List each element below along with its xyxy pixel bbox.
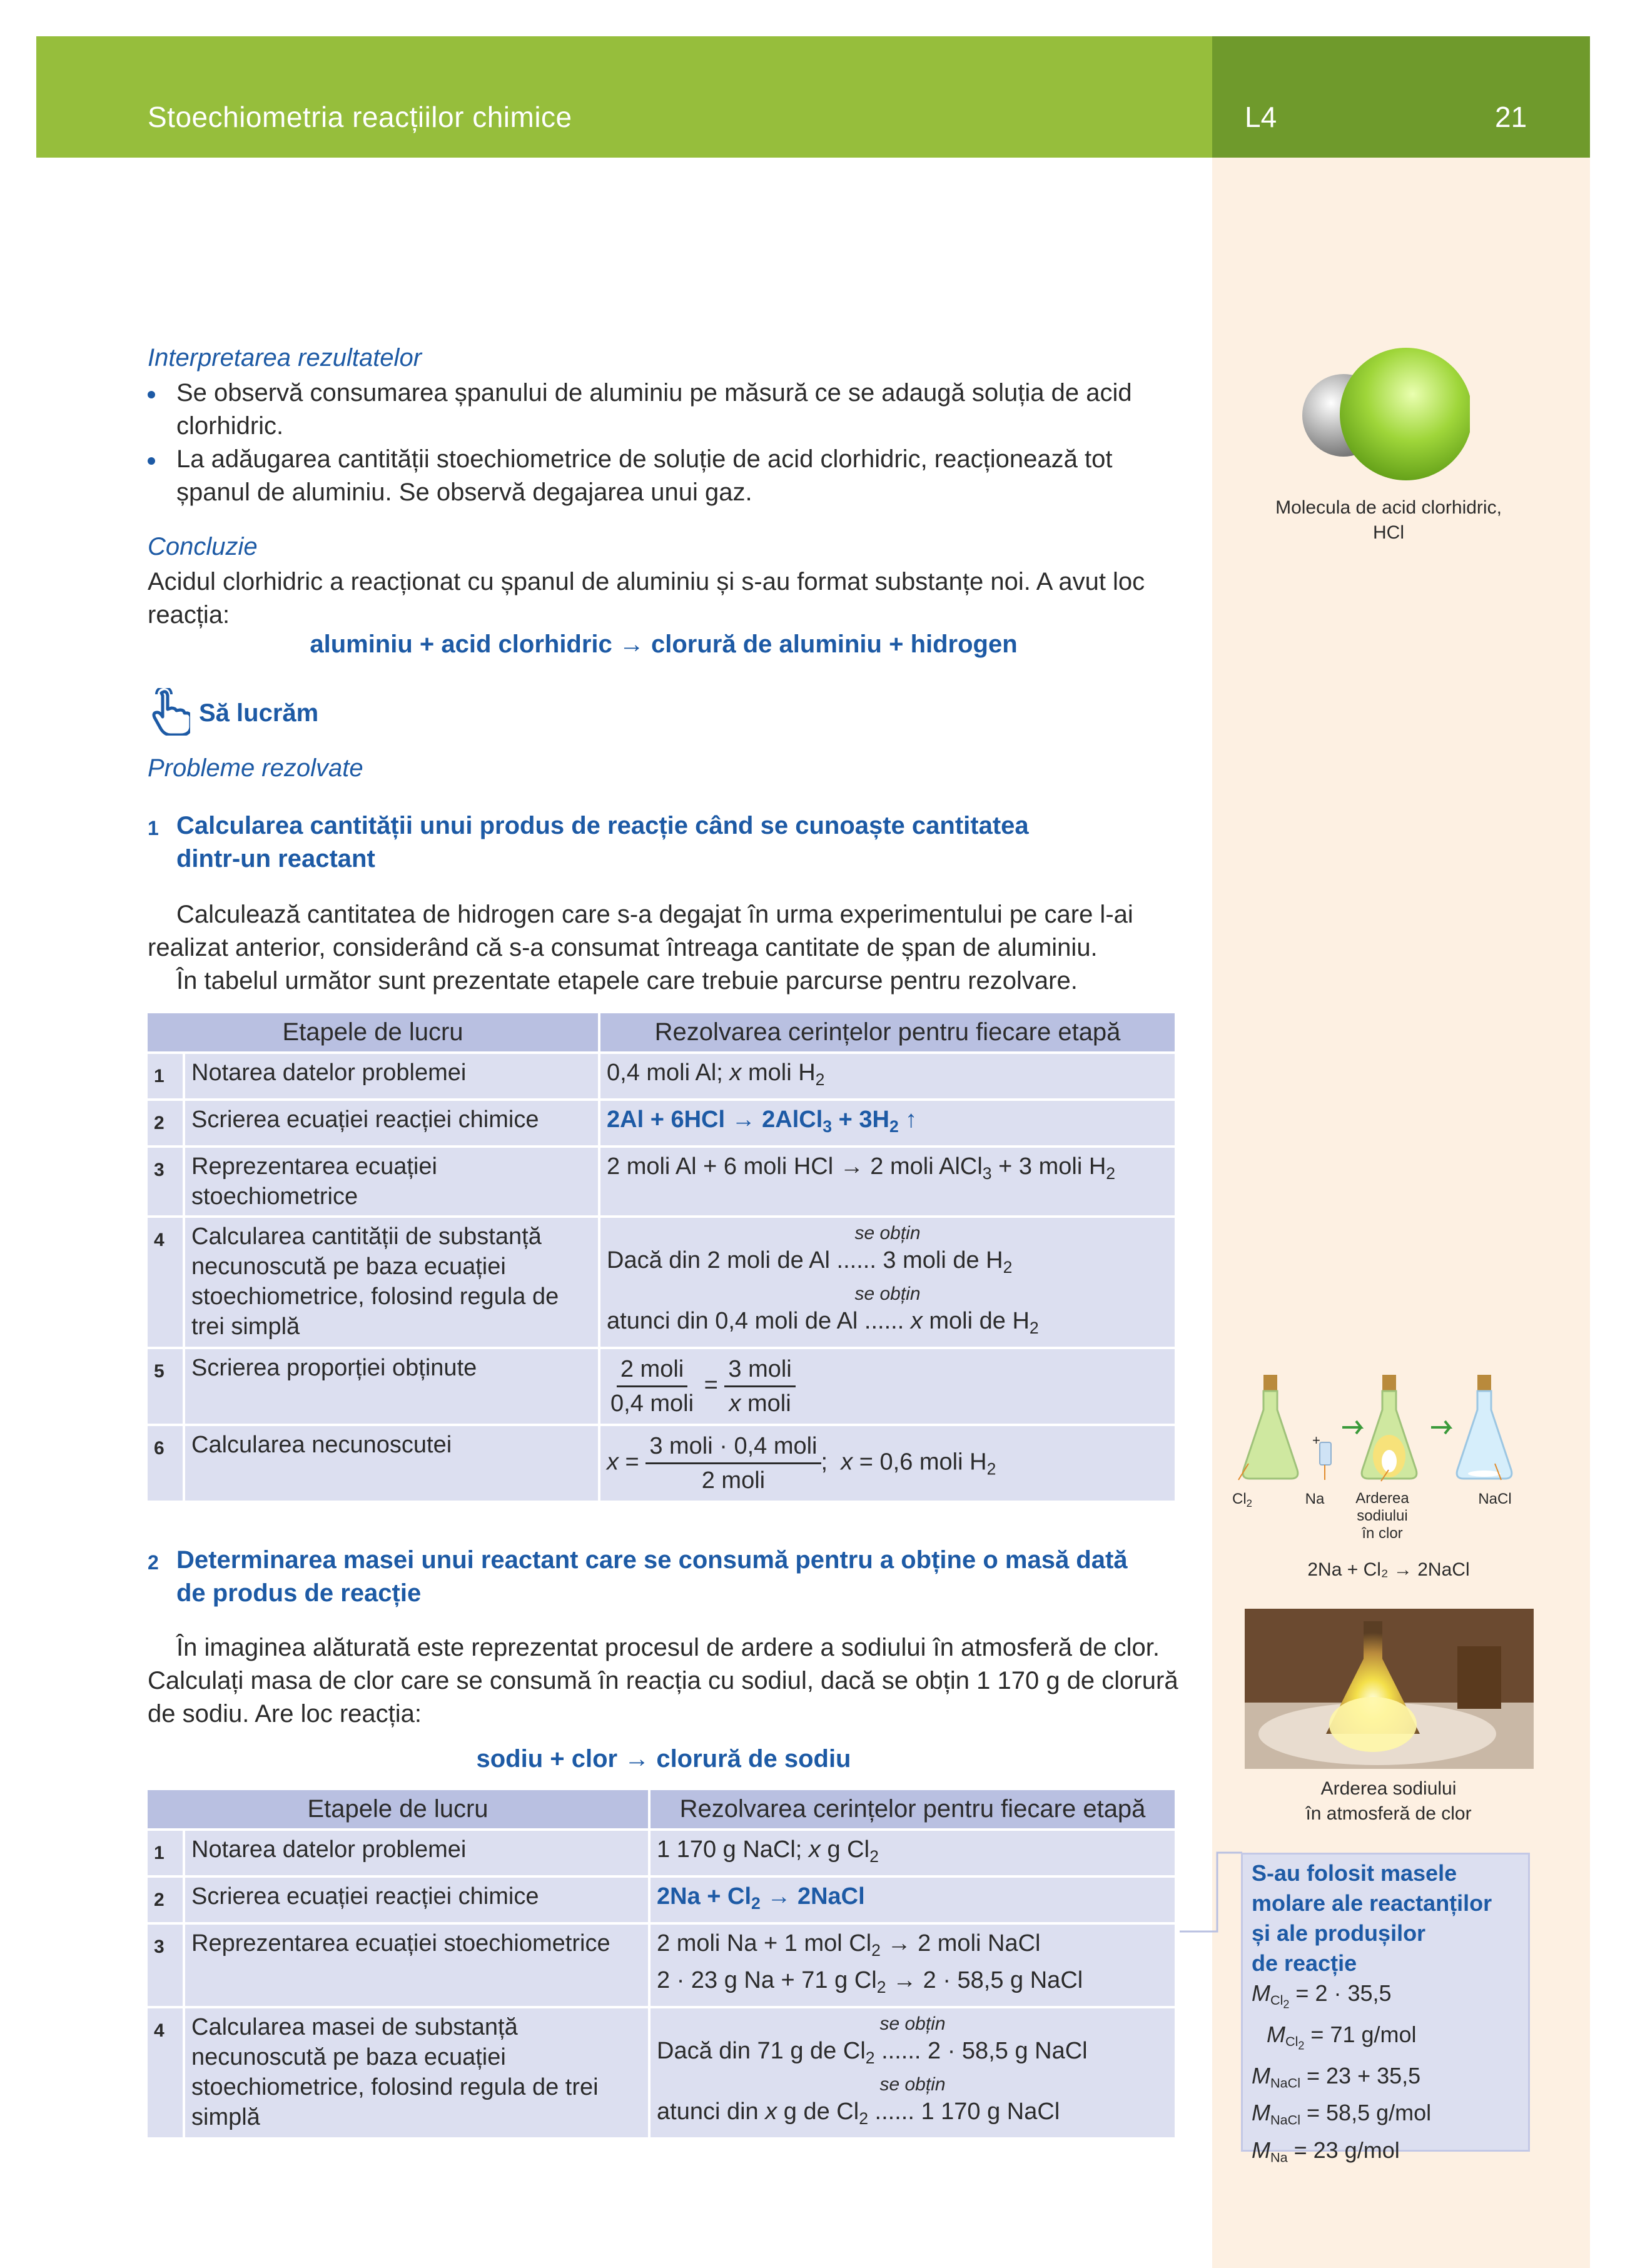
problem-number: 2 — [148, 1551, 159, 1574]
figure-caption: Arderea sodiului — [1320, 1778, 1457, 1799]
hcl-molecule-image — [1295, 345, 1470, 489]
column-header: Rezolvarea cerințelor pentru fiecare etapă — [651, 1790, 1175, 1828]
step-label: Calcularea masei de substanță necunoscută pe baza ecuației stoechiometrice, folosind regula de trei simplă — [185, 2008, 648, 2137]
steps-table-1 — [145, 1011, 1177, 1503]
table-row — [148, 1148, 1175, 1215]
problem-title: Calcularea cantității unui produs de reacție când se cunoaște cantitatea — [176, 812, 1029, 839]
paragraph-text: realizat anterior, considerând că s-a consumat întreaga cantitate de șpan de aluminiu. — [148, 934, 1098, 961]
step-solution: x = $\frac{\text{3 moli · 0,4 moli}}{\text{2 moli}}$ ; x = 0,6 moli $H_2$ — [600, 1426, 1175, 1501]
note-connector-line — [1180, 1850, 1245, 1935]
section-heading-probleme: Probleme rezolvate — [148, 754, 363, 782]
step-number: 5 — [148, 1349, 183, 1424]
step-solution: se obțin Dacă din 2 moli de Al ...... 3 moli de $H_2$ se obțin atunci din 0,4 moli de Al ...... x moli de $H_2$ — [600, 1218, 1175, 1347]
paragraph-text: Calculați masa de clor care se consumă în reacția cu sodiul, dacă se obțin 1 170 g de clorură — [148, 1667, 1178, 1694]
table-row — [148, 1054, 1175, 1098]
step-solution: 2 moli Al + 6 moli HCl → 2 moli AlCl$_3$ + 3 moli $H_2$ — [600, 1148, 1175, 1215]
se-obtin-label: se obțin — [854, 1222, 921, 1243]
note-formula: $M_{Cl_2} = 71$ g/mol — [1267, 2021, 1417, 2052]
step-solution: 1 170 g NaCl; x g $Cl_2$ — [651, 1831, 1175, 1875]
flask-label-ardere: în clor — [1362, 1525, 1403, 1542]
bullet-text: Se observă consumarea șpanului de aluminiu pe măsură ce se adaugă soluția de acid — [176, 379, 1132, 407]
bullet-text: șpanul de aluminiu. Se observă degajarea unui gaz. — [176, 478, 752, 506]
step-label: Scrierea ecuației reacției chimice — [185, 1101, 598, 1145]
sodium-burning-photo — [1245, 1609, 1534, 1769]
reaction-equation: aluminiu + acid clorhidric → clorură de aluminiu + hidrogen — [310, 630, 1018, 658]
step-number: 2 — [148, 1101, 183, 1145]
step-label: Scrierea ecuației reacției chimice — [185, 1878, 648, 1922]
reaction-caption: 2Na + Cl₂ → 2NaCl — [1307, 1559, 1470, 1580]
problem-title: dintr-un reactant — [176, 845, 375, 873]
table-row — [148, 2008, 1175, 2137]
page-number: 21 — [1495, 101, 1527, 133]
problem-number: 1 — [148, 817, 159, 839]
flask-label-ardere: Arderea — [1355, 1490, 1409, 1507]
note-formula: $M_{Na} = 23$ g/mol — [1252, 2137, 1400, 2165]
section-heading-interpretare: Interpretarea rezultatelor — [148, 344, 422, 372]
section-heading-concluzie: Concluzie — [148, 533, 258, 560]
column-header: Etapele de lucru — [148, 1013, 598, 1051]
step-solution: 2 moli Na + 1 mol $Cl_2 \to 2$ moli NaCl 2 · 23 g Na + 71 g $Cl_2 \to 2 \cdot 58,5$ g NaCl — [651, 1925, 1175, 2006]
flask-label-nacl: NaCl — [1478, 1491, 1512, 1507]
table-row — [148, 1878, 1175, 1922]
se-obtin-label: se obțin — [854, 1283, 921, 1304]
bullet-text: clorhidric. — [176, 412, 284, 440]
table-row — [148, 1218, 1175, 1347]
table-header-row — [148, 1790, 1175, 1828]
step-number: 3 — [148, 1148, 183, 1215]
paragraph-text: Acidul clorhidric a reacționat cu șpanul de aluminiu și s-au format substanțe noi. A avut loc — [148, 568, 1145, 595]
note-heading: și ale produșilor — [1252, 1920, 1426, 1946]
molar-mass-note — [1241, 1853, 1530, 2165]
paragraph-text: În imaginea alăturată este reprezentat procesul de ardere a sodiului în atmosferă de clor. — [176, 1634, 1160, 1661]
step-solution: $\frac{\text{2 moli}}{\text{0,4 moli}}$ = $\frac{\text{3 moli}}{\text{x moli}}$ — [600, 1349, 1175, 1424]
note-heading: de reacție — [1252, 1950, 1357, 1976]
section-heading-sa-lucram: Să lucrăm — [199, 699, 319, 727]
step-label: Scrierea proporției obținute — [185, 1349, 598, 1424]
paragraph-text: Calculează cantitatea de hidrogen care s-a degajat în urma experimentului pe care l-ai — [176, 901, 1133, 928]
paragraph-text: reacția: — [148, 601, 230, 629]
table-row — [148, 1925, 1175, 2006]
se-obtin-label: se obțin — [879, 2073, 946, 2095]
reaction-equation: sodiu + clor → clorură de sodiu — [476, 1745, 851, 1773]
note-formula: $M_{NaCl} = 58,5$ g/mol — [1252, 2100, 1432, 2128]
note-formula: $M_{Cl_2} = 2 \cdot 35,5$ — [1252, 1980, 1392, 2011]
lesson-label: L4 — [1245, 101, 1277, 133]
flask-label-ardere: sodiului — [1357, 1507, 1408, 1524]
step-label: Reprezentarea ecuației stoechiometrice — [185, 1925, 648, 2006]
note-heading: S-au folosit masele — [1252, 1860, 1457, 1886]
se-obtin-label: se obțin — [879, 2013, 946, 2034]
step-solution: 2Al + 6HCl → 2AlCl$_3$ + $3H_2$ ↑ — [600, 1101, 1175, 1145]
paragraph-text: de sodiu. Are loc reacția: — [148, 1700, 422, 1728]
bullet-icon — [148, 391, 155, 398]
table-row — [148, 1831, 1175, 1875]
bullet-text: La adăugarea cantității stoechiometrice de soluție de acid clorhidric, reacționează tot — [176, 445, 1113, 473]
table-header-row — [148, 1013, 1175, 1051]
figure-caption: în atmosferă de clor — [1305, 1803, 1472, 1824]
paragraph-text: În tabelul următor sunt prezentate etapele care trebuie parcurse pentru rezolvare. — [176, 967, 1078, 995]
step-label: Notarea datelor problemei — [185, 1054, 598, 1098]
table-row — [148, 1426, 1175, 1501]
step-number: 3 — [148, 1925, 183, 2006]
figure-caption: HCl — [1373, 522, 1404, 543]
step-solution: $2Na + Cl_2$ → 2NaCl — [651, 1878, 1175, 1922]
step-number: 2 — [148, 1878, 183, 1922]
step-label: Notarea datelor problemei — [185, 1831, 648, 1875]
step-label: Calcularea cantității de substanță necunoscută pe baza ecuației stoechiometrice, folosind regula de trei simplă — [185, 1218, 598, 1347]
hand-pointer-icon — [148, 688, 190, 736]
table-row — [148, 1101, 1175, 1145]
step-number: 1 — [148, 1054, 183, 1098]
step-number: 1 — [148, 1831, 183, 1875]
step-number: 4 — [148, 2008, 183, 2137]
problem-title: Determinarea masei unui reactant care se consumă pentru a obține o masă dată — [176, 1546, 1128, 1574]
flask-label-cl2: $Cl_2$ — [1232, 1491, 1253, 1510]
header-bar — [36, 36, 1212, 158]
problem-title: de produs de reacție — [176, 1579, 422, 1607]
step-label: Calcularea necunoscutei — [185, 1426, 598, 1501]
flask-reaction-diagram — [1232, 1370, 1526, 1489]
step-label: Reprezentarea ecuației stoechiometrice — [185, 1148, 598, 1215]
bullet-icon — [148, 457, 155, 465]
step-number: 6 — [148, 1426, 183, 1501]
step-solution: 0,4 moli Al; x moli $H_2$ — [600, 1054, 1175, 1098]
header-lesson-bar — [1212, 36, 1590, 158]
step-solution: se obțin Dacă din 71 g de $Cl_2$ ...... 2 · 58,5 g NaCl se obțin atunci din x g de $Cl_2$ ...... 1 170 g NaCl — [651, 2008, 1175, 2137]
column-header: Rezolvarea cerințelor pentru fiecare etapă — [600, 1013, 1175, 1051]
flask-label-na: Na — [1305, 1491, 1325, 1507]
note-heading: molare ale reactanților — [1252, 1890, 1492, 1916]
svg-text:+: + — [1312, 1432, 1320, 1448]
steps-table-2 — [145, 1788, 1177, 2140]
column-header: Etapele de lucru — [148, 1790, 648, 1828]
step-number: 4 — [148, 1218, 183, 1347]
note-formula: $M_{NaCl} = 23 + 35,5$ — [1252, 2062, 1421, 2091]
chapter-title: Stoechiometria reacțiilor chimice — [148, 101, 572, 133]
table-row — [148, 1349, 1175, 1424]
figure-caption: Molecula de acid clorhidric, — [1275, 497, 1502, 518]
